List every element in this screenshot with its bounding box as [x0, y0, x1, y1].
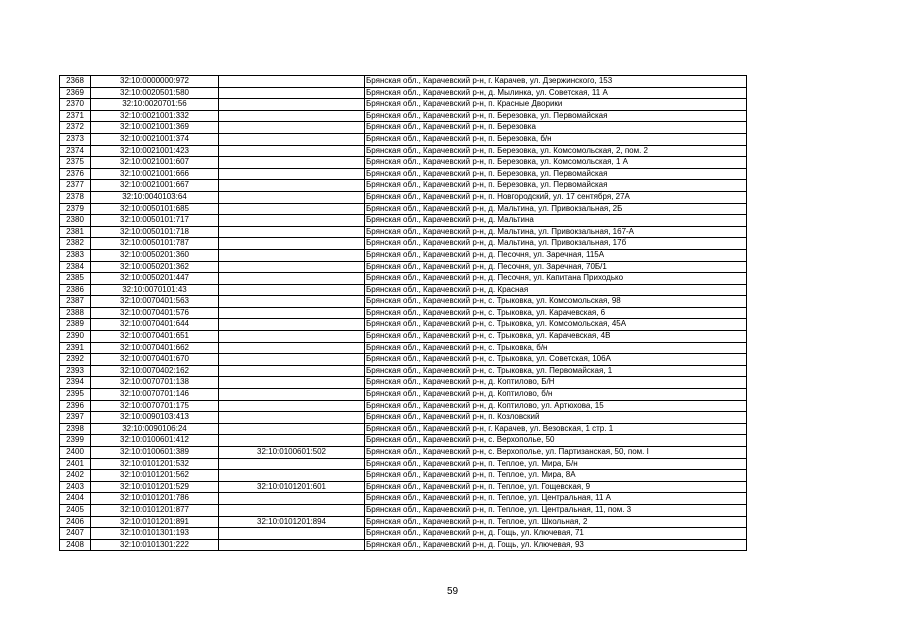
related-cadastral-number-cell — [219, 400, 365, 412]
address-cell: Брянская обл., Карачевский р-н, п. Березовка, б/н — [365, 133, 747, 145]
row-number-cell: 2385 — [60, 273, 91, 285]
address-cell: Брянская обл., Карачевский р-н, г. Карачев, ул. Везовская, 1 стр. 1 — [365, 423, 747, 435]
row-number-cell: 2372 — [60, 122, 91, 134]
row-number-cell: 2399 — [60, 435, 91, 447]
row-number-cell: 2393 — [60, 365, 91, 377]
cadastral-number-cell: 32:10:0021001:423 — [91, 145, 219, 157]
cadastral-number-cell: 32:10:0101301:193 — [91, 528, 219, 540]
cadastral-number-cell: 32:10:0050101:717 — [91, 215, 219, 227]
row-number-cell: 2368 — [60, 76, 91, 88]
address-cell: Брянская обл., Карачевский р-н, с. Трыковка, ул. Комсомольская, 98 — [365, 296, 747, 308]
related-cadastral-number-cell — [219, 377, 365, 389]
table-row — [60, 354, 747, 366]
address-cell: Брянская обл., Карачевский р-н, д. Мылинка, ул. Советская, 11 А — [365, 87, 747, 99]
row-number-cell: 2388 — [60, 307, 91, 319]
address-cell: Брянская обл., Карачевский р-н, д. Песочня, ул. Капитана Приходько — [365, 273, 747, 285]
address-cell: Брянская обл., Карачевский р-н, д. Мальтина, ул. Привокзальная, 17б — [365, 238, 747, 250]
table-row — [60, 470, 747, 482]
row-number-cell: 2380 — [60, 215, 91, 227]
cadastral-number-cell: 32:10:0090103:413 — [91, 412, 219, 424]
related-cadastral-number-cell — [219, 389, 365, 401]
related-cadastral-number-cell — [219, 435, 365, 447]
row-number-cell: 2382 — [60, 238, 91, 250]
table-row — [60, 389, 747, 401]
table-row — [60, 458, 747, 470]
table-row — [60, 157, 747, 169]
table-row — [60, 539, 747, 551]
address-cell: Брянская обл., Карачевский р-н, д. Песочня, ул. Заречная, 70Б/1 — [365, 261, 747, 273]
address-cell: Брянская обл., Карачевский р-н, п. Березовка, ул. Первомайская — [365, 168, 747, 180]
related-cadastral-number-cell — [219, 203, 365, 215]
related-cadastral-number-cell — [219, 493, 365, 505]
cadastral-number-cell: 32:10:0021001:332 — [91, 110, 219, 122]
address-cell: Брянская обл., Карачевский р-н, д. Мальтина — [365, 215, 747, 227]
address-cell: Брянская обл., Карачевский р-н, с. Верхополье, ул. Партизанская, 50, пом. I — [365, 447, 747, 459]
address-cell: Брянская обл., Карачевский р-н, п. Березовка, ул. Первомайская — [365, 110, 747, 122]
table-row — [60, 122, 747, 134]
row-number-cell: 2403 — [60, 481, 91, 493]
address-cell: Брянская обл., Карачевский р-н, п. Теплое, ул. Гощевская, 9 — [365, 481, 747, 493]
cadastral-number-cell: 32:10:0021001:369 — [91, 122, 219, 134]
row-number-cell: 2369 — [60, 87, 91, 99]
table-row — [60, 180, 747, 192]
cadastral-number-cell: 32:10:0050101:787 — [91, 238, 219, 250]
cadastral-number-cell: 32:10:0050101:685 — [91, 203, 219, 215]
cadastral-number-cell: 32:10:0070401:662 — [91, 342, 219, 354]
related-cadastral-number-cell — [219, 122, 365, 134]
related-cadastral-number-cell — [219, 504, 365, 516]
row-number-cell: 2374 — [60, 145, 91, 157]
cadastral-number-cell: 32:10:0101201:877 — [91, 504, 219, 516]
row-number-cell: 2381 — [60, 226, 91, 238]
related-cadastral-number-cell — [219, 238, 365, 250]
row-number-cell: 2395 — [60, 389, 91, 401]
table-row — [60, 516, 747, 528]
row-number-cell: 2407 — [60, 528, 91, 540]
cadastral-number-cell: 32:10:0021001:607 — [91, 157, 219, 169]
row-number-cell: 2378 — [60, 191, 91, 203]
row-number-cell: 2384 — [60, 261, 91, 273]
related-cadastral-number-cell — [219, 145, 365, 157]
cadastral-number-cell: 32:10:0021001:374 — [91, 133, 219, 145]
row-number-cell: 2389 — [60, 319, 91, 331]
address-cell: Брянская обл., Карачевский р-н, п. Теплое, ул. Школьная, 2 — [365, 516, 747, 528]
cadastral-number-cell: 32:10:0020501:580 — [91, 87, 219, 99]
row-number-cell: 2392 — [60, 354, 91, 366]
related-cadastral-number-cell — [219, 470, 365, 482]
cadastral-number-cell: 32:10:0101201:562 — [91, 470, 219, 482]
row-number-cell: 2408 — [60, 539, 91, 551]
related-cadastral-number-cell — [219, 423, 365, 435]
table-row — [60, 249, 747, 261]
related-cadastral-number-cell — [219, 284, 365, 296]
row-number-cell: 2375 — [60, 157, 91, 169]
row-number-cell: 2373 — [60, 133, 91, 145]
table-row — [60, 319, 747, 331]
address-cell: Брянская обл., Карачевский р-н, д. Гощь, ул. Ключевая, 71 — [365, 528, 747, 540]
cadastral-number-cell: 32:10:0100601:412 — [91, 435, 219, 447]
row-number-cell: 2402 — [60, 470, 91, 482]
row-number-cell: 2371 — [60, 110, 91, 122]
address-cell: Брянская обл., Карачевский р-н, п. Теплое, ул. Мира, Б/н — [365, 458, 747, 470]
related-cadastral-number-cell — [219, 342, 365, 354]
address-cell: Брянская обл., Карачевский р-н, с. Трыковка, б/н — [365, 342, 747, 354]
address-cell: Брянская обл., Карачевский р-н, г. Карачев, ул. Дзержинского, 153 — [365, 76, 747, 88]
address-cell: Брянская обл., Карачевский р-н, с. Верхополье, 50 — [365, 435, 747, 447]
table-row — [60, 110, 747, 122]
row-number-cell: 2379 — [60, 203, 91, 215]
table-row — [60, 261, 747, 273]
related-cadastral-number-cell — [219, 191, 365, 203]
related-cadastral-number-cell — [219, 412, 365, 424]
row-number-cell: 2383 — [60, 249, 91, 261]
address-cell: Брянская обл., Карачевский р-н, д. Коптилово, б/н — [365, 389, 747, 401]
cadastral-number-cell: 32:10:0070701:175 — [91, 400, 219, 412]
table-row — [60, 400, 747, 412]
row-number-cell: 2401 — [60, 458, 91, 470]
address-cell: Брянская обл., Карачевский р-н, с. Трыковка, ул. Карачевская, 4В — [365, 331, 747, 343]
related-cadastral-number-cell — [219, 307, 365, 319]
row-number-cell: 2391 — [60, 342, 91, 354]
cadastral-number-cell: 32:10:0101201:529 — [91, 481, 219, 493]
table-row — [60, 435, 747, 447]
related-cadastral-number-cell — [219, 215, 365, 227]
cadastral-number-cell: 32:10:0070402:162 — [91, 365, 219, 377]
cadastral-number-cell: 32:10:0040103:64 — [91, 191, 219, 203]
cadastral-number-cell: 32:10:0070401:576 — [91, 307, 219, 319]
related-cadastral-number-cell — [219, 354, 365, 366]
property-registry-table — [59, 75, 747, 551]
related-cadastral-number-cell — [219, 157, 365, 169]
table-row — [60, 145, 747, 157]
address-cell: Брянская обл., Карачевский р-н, п. Новгородский, ул. 17 сентября, 27А — [365, 191, 747, 203]
cadastral-number-cell: 32:10:0101301:222 — [91, 539, 219, 551]
row-number-cell: 2404 — [60, 493, 91, 505]
table-row — [60, 238, 747, 250]
related-cadastral-number-cell — [219, 226, 365, 238]
address-cell: Брянская обл., Карачевский р-н, п. Березовка — [365, 122, 747, 134]
related-cadastral-number-cell — [219, 87, 365, 99]
table-row — [60, 342, 747, 354]
address-cell: Брянская обл., Карачевский р-н, д. Мальтина, ул. Привокзальная, 167-А — [365, 226, 747, 238]
cadastral-number-cell: 32:10:0000000:972 — [91, 76, 219, 88]
address-cell: Брянская обл., Карачевский р-н, с. Трыковка, ул. Первомайская, 1 — [365, 365, 747, 377]
address-cell: Брянская обл., Карачевский р-н, п. Теплое, ул. Центральная, 11 А — [365, 493, 747, 505]
table-row — [60, 284, 747, 296]
table-row — [60, 504, 747, 516]
row-number-cell: 2396 — [60, 400, 91, 412]
cadastral-number-cell: 32:10:0020701:56 — [91, 99, 219, 111]
address-cell: Брянская обл., Карачевский р-н, п. Березовка, ул. Комсомольская, 1 А — [365, 157, 747, 169]
row-number-cell: 2394 — [60, 377, 91, 389]
table-row — [60, 191, 747, 203]
row-number-cell: 2390 — [60, 331, 91, 343]
row-number-cell: 2370 — [60, 99, 91, 111]
address-cell: Брянская обл., Карачевский р-н, д. Гощь, ул. Ключевая, 93 — [365, 539, 747, 551]
related-cadastral-number-cell — [219, 273, 365, 285]
cadastral-number-cell: 32:10:0070401:644 — [91, 319, 219, 331]
table-row — [60, 481, 747, 493]
address-cell: Брянская обл., Карачевский р-н, п. Красные Дворики — [365, 99, 747, 111]
related-cadastral-number-cell — [219, 296, 365, 308]
address-cell: Брянская обл., Карачевский р-н, п. Березовка, ул. Первомайская — [365, 180, 747, 192]
cadastral-number-cell: 32:10:0070101:43 — [91, 284, 219, 296]
row-number-cell: 2386 — [60, 284, 91, 296]
page-number: 59 — [446, 586, 459, 597]
row-number-cell: 2405 — [60, 504, 91, 516]
related-cadastral-number-cell — [219, 168, 365, 180]
related-cadastral-number-cell — [219, 133, 365, 145]
related-cadastral-number-cell: 32:10:0100601:502 — [219, 447, 365, 459]
related-cadastral-number-cell — [219, 539, 365, 551]
address-cell: Брянская обл., Карачевский р-н, п. Теплое, ул. Мира, 8А — [365, 470, 747, 482]
related-cadastral-number-cell — [219, 458, 365, 470]
row-number-cell: 2376 — [60, 168, 91, 180]
address-cell: Брянская обл., Карачевский р-н, п. Козловский — [365, 412, 747, 424]
table-row — [60, 423, 747, 435]
related-cadastral-number-cell: 32:10:0101201:601 — [219, 481, 365, 493]
related-cadastral-number-cell — [219, 261, 365, 273]
table-row — [60, 447, 747, 459]
table-row — [60, 307, 747, 319]
row-number-cell: 2406 — [60, 516, 91, 528]
cadastral-number-cell: 32:10:0050201:360 — [91, 249, 219, 261]
table-row — [60, 493, 747, 505]
address-cell: Брянская обл., Карачевский р-н, п. Теплое, ул. Центральная, 11, пом. 3 — [365, 504, 747, 516]
cadastral-number-cell: 32:10:0070401:563 — [91, 296, 219, 308]
related-cadastral-number-cell — [219, 180, 365, 192]
cadastral-number-cell: 32:10:0050201:447 — [91, 273, 219, 285]
related-cadastral-number-cell — [219, 365, 365, 377]
table-row — [60, 226, 747, 238]
cadastral-number-cell: 32:10:0100601:389 — [91, 447, 219, 459]
cadastral-number-cell: 32:10:0101201:891 — [91, 516, 219, 528]
address-cell: Брянская обл., Карачевский р-н, с. Трыковка, ул. Комсомольская, 45А — [365, 319, 747, 331]
related-cadastral-number-cell — [219, 319, 365, 331]
registry-table-body — [60, 76, 747, 551]
row-number-cell: 2387 — [60, 296, 91, 308]
table-row — [60, 133, 747, 145]
related-cadastral-number-cell — [219, 528, 365, 540]
cadastral-number-cell: 32:10:0050101:718 — [91, 226, 219, 238]
address-cell: Брянская обл., Карачевский р-н, с. Трыковка, ул. Карачевская, 6 — [365, 307, 747, 319]
address-cell: Брянская обл., Карачевский р-н, д. Мальтина, ул. Привокзальная, 2Б — [365, 203, 747, 215]
table-row — [60, 76, 747, 88]
cadastral-number-cell: 32:10:0070701:146 — [91, 389, 219, 401]
related-cadastral-number-cell — [219, 249, 365, 261]
address-cell: Брянская обл., Карачевский р-н, д. Красная — [365, 284, 747, 296]
table-row — [60, 99, 747, 111]
table-row — [60, 377, 747, 389]
table-row — [60, 528, 747, 540]
related-cadastral-number-cell: 32:10:0101201:894 — [219, 516, 365, 528]
cadastral-number-cell: 32:10:0070401:651 — [91, 331, 219, 343]
cadastral-number-cell: 32:10:0070701:138 — [91, 377, 219, 389]
table-row — [60, 203, 747, 215]
address-cell: Брянская обл., Карачевский р-н, п. Березовка, ул. Комсомольская, 2, пом. 2 — [365, 145, 747, 157]
related-cadastral-number-cell — [219, 331, 365, 343]
cadastral-number-cell: 32:10:0021001:666 — [91, 168, 219, 180]
row-number-cell: 2400 — [60, 447, 91, 459]
table-row — [60, 273, 747, 285]
related-cadastral-number-cell — [219, 99, 365, 111]
row-number-cell: 2377 — [60, 180, 91, 192]
table-row — [60, 215, 747, 227]
table-row — [60, 296, 747, 308]
related-cadastral-number-cell — [219, 76, 365, 88]
address-cell: Брянская обл., Карачевский р-н, с. Трыковка, ул. Советская, 106А — [365, 354, 747, 366]
address-cell: Брянская обл., Карачевский р-н, д. Коптилово, ул. Артюхова, 15 — [365, 400, 747, 412]
cadastral-number-cell: 32:10:0090106:24 — [91, 423, 219, 435]
cadastral-number-cell: 32:10:0070401:670 — [91, 354, 219, 366]
address-cell: Брянская обл., Карачевский р-н, д. Коптилово, Б/Н — [365, 377, 747, 389]
table-row — [60, 365, 747, 377]
table-row — [60, 87, 747, 99]
cadastral-number-cell: 32:10:0101201:532 — [91, 458, 219, 470]
row-number-cell: 2397 — [60, 412, 91, 424]
table-row — [60, 168, 747, 180]
cadastral-number-cell: 32:10:0050201:362 — [91, 261, 219, 273]
table-row — [60, 412, 747, 424]
cadastral-number-cell: 32:10:0021001:667 — [91, 180, 219, 192]
row-number-cell: 2398 — [60, 423, 91, 435]
cadastral-number-cell: 32:10:0101201:786 — [91, 493, 219, 505]
table-row — [60, 331, 747, 343]
address-cell: Брянская обл., Карачевский р-н, д. Песочня, ул. Заречная, 115А — [365, 249, 747, 261]
related-cadastral-number-cell — [219, 110, 365, 122]
